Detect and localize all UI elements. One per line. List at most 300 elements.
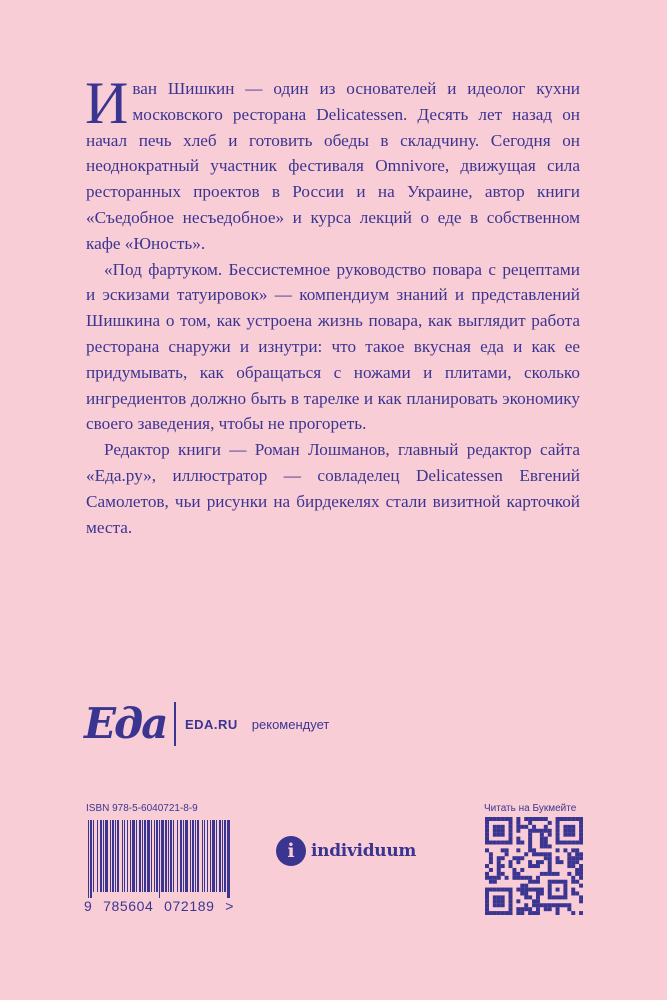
qr-module [501, 833, 505, 837]
qr-module [505, 888, 509, 892]
qr-module [520, 884, 524, 888]
qr-module [559, 860, 563, 864]
qr-module [556, 841, 560, 845]
qr-module [528, 829, 532, 833]
qr-module [571, 911, 575, 915]
qr-module [493, 876, 497, 880]
qr-module [579, 821, 583, 825]
qr-module [493, 895, 497, 899]
barcode-digit-group: > [225, 898, 234, 914]
qr-module [571, 848, 575, 852]
qr-module [493, 817, 497, 821]
qr-module [497, 895, 501, 899]
qr-module [528, 837, 532, 841]
barcode-bar [161, 820, 164, 892]
qr-module [548, 829, 552, 833]
qr-module [548, 864, 552, 868]
qr-module [579, 899, 583, 903]
qr-module [489, 876, 493, 880]
qr-module [571, 841, 575, 845]
qr-module [567, 841, 571, 845]
qr-module [563, 903, 567, 907]
barcode-bar [173, 820, 174, 892]
qr-label: Читать на Букмейте [484, 803, 577, 814]
barcode-bar [136, 820, 137, 892]
qr-module [544, 837, 548, 841]
qr-module [509, 821, 513, 825]
qr-module [536, 888, 540, 892]
barcode-bar [112, 820, 114, 892]
qr-module [540, 888, 544, 892]
barcode-digit-group: 072189 [164, 898, 215, 914]
drop-cap: И [85, 70, 129, 136]
qr-module [575, 891, 579, 895]
barcode-bar [130, 820, 131, 892]
qr-module [532, 864, 536, 868]
qr-module [571, 833, 575, 837]
qr-module [509, 817, 513, 821]
qr-module [485, 876, 489, 880]
qr-module [524, 888, 528, 892]
barcode-digits [84, 898, 234, 914]
qr-module [528, 876, 532, 880]
qr-module [556, 880, 560, 884]
qr-module [497, 825, 501, 829]
qr-module [556, 872, 560, 876]
qr-module [489, 880, 493, 884]
qr-module [548, 821, 552, 825]
qr-module [501, 825, 505, 829]
qr-module [497, 829, 501, 833]
barcode-bar [190, 820, 191, 892]
qr-module [548, 868, 552, 872]
qr-module [532, 829, 536, 833]
qr-module [540, 837, 544, 841]
qr-module [516, 817, 520, 821]
qr-module [485, 841, 489, 845]
qr-module [579, 825, 583, 829]
barcode-bar [127, 820, 128, 892]
qr-module [571, 891, 575, 895]
qr-module [485, 817, 489, 821]
qr-module [532, 825, 536, 829]
qr-module [528, 860, 532, 864]
qr-module [532, 899, 536, 903]
qr-module [509, 911, 513, 915]
barcode-bar [132, 820, 135, 892]
qr-module [567, 872, 571, 876]
qr-module [532, 848, 536, 852]
qr-module [497, 817, 501, 821]
barcode-bar [142, 820, 143, 892]
qr-module [485, 833, 489, 837]
qr-module [485, 899, 489, 903]
qr-module [489, 817, 493, 821]
qr-module [556, 856, 560, 860]
qr-module [556, 903, 560, 907]
qr-module [505, 852, 509, 856]
qr-module [501, 856, 505, 860]
qr-module [485, 837, 489, 841]
qr-module [524, 895, 528, 899]
qr-module [489, 860, 493, 864]
qr-module [536, 817, 540, 821]
qr-module [485, 907, 489, 911]
qr-module [493, 841, 497, 845]
qr-module [571, 856, 575, 860]
qr-module [485, 891, 489, 895]
qr-module [501, 841, 505, 845]
publisher-logo [276, 836, 416, 866]
qr-module [509, 841, 513, 845]
qr-module [575, 856, 579, 860]
qr-module [563, 880, 567, 884]
barcode-bar [97, 820, 98, 892]
book-description [85, 70, 580, 540]
qr-module [548, 844, 552, 848]
qr-module [528, 911, 532, 915]
qr-module [520, 907, 524, 911]
qr-module [501, 817, 505, 821]
qr-module [516, 872, 520, 876]
qr-module [509, 825, 513, 829]
qr-module [544, 907, 548, 911]
qr-module [516, 907, 520, 911]
qr-module [528, 833, 532, 837]
qr-module [548, 907, 552, 911]
qr-module [485, 888, 489, 892]
qr-module [540, 872, 544, 876]
qr-module [509, 829, 513, 833]
qr-module [571, 880, 575, 884]
barcode-bar [210, 820, 211, 892]
qr-module [579, 872, 583, 876]
qr-module [516, 841, 520, 845]
eda-logo-divider [174, 702, 176, 746]
qr-module [497, 876, 501, 880]
qr-module [489, 841, 493, 845]
qr-module [567, 829, 571, 833]
qr-module [536, 829, 540, 833]
qr-module [567, 856, 571, 860]
qr-module [520, 888, 524, 892]
qr-module [559, 895, 563, 899]
qr-module [536, 895, 540, 899]
barcode-bar [147, 820, 150, 892]
qr-module [493, 899, 497, 903]
qr-module [501, 903, 505, 907]
qr-module [563, 884, 567, 888]
qr-module [524, 876, 528, 880]
qr-module [524, 852, 528, 856]
qr-module [485, 911, 489, 915]
barcode-bar [219, 820, 221, 892]
qr-module [563, 891, 567, 895]
qr-module [563, 841, 567, 845]
qr-module [501, 888, 505, 892]
qr-module [579, 856, 583, 860]
qr-module [509, 864, 513, 868]
qr-module [579, 837, 583, 841]
qr-module [501, 911, 505, 915]
barcode-bar [93, 820, 94, 892]
qr-module [501, 829, 505, 833]
paragraph-credits: Редактор книги — Роман Лошманов, главный редактор сайта «Еда.ру», иллюстратор — совладелец Delicatessen Евгений Самолетов, чьи рисунки на бирдекелях стали визитной карточкой места. [86, 440, 580, 537]
qr-module [497, 888, 501, 892]
qr-module [516, 848, 520, 852]
qr-module [579, 911, 583, 915]
eda-recommends: рекомендует [251, 716, 330, 732]
qr-module [579, 852, 583, 856]
qr-module [563, 888, 567, 892]
qr-module [548, 891, 552, 895]
paragraph-author-bio [85, 70, 580, 257]
qr-module [532, 852, 536, 856]
qr-module [540, 833, 544, 837]
qr-module [509, 891, 513, 895]
qr-module [512, 868, 516, 872]
qr-module [548, 880, 552, 884]
qr-module [548, 872, 552, 876]
qr-module [540, 844, 544, 848]
qr-module [556, 821, 560, 825]
barcode-bar [192, 820, 194, 892]
qr-module [575, 860, 579, 864]
qr-module [548, 884, 552, 888]
qr-module [509, 860, 513, 864]
barcode-bar [204, 820, 205, 892]
qr-module [579, 864, 583, 868]
qr-module [489, 852, 493, 856]
barcode-bar [139, 820, 141, 892]
qr-module [497, 833, 501, 837]
eda-site-name: EDA.RU [184, 716, 238, 732]
qr-module [497, 868, 501, 872]
qr-module [540, 852, 544, 856]
qr-module [524, 817, 528, 821]
qr-module [516, 888, 520, 892]
qr-module [485, 825, 489, 829]
qr-module [516, 860, 520, 864]
qr-module [509, 833, 513, 837]
qr-module [493, 888, 497, 892]
qr-module [559, 817, 563, 821]
qr-module [485, 864, 489, 868]
qr-module [536, 891, 540, 895]
qr-module [501, 895, 505, 899]
qr-module [493, 903, 497, 907]
qr-module [528, 844, 532, 848]
qr-module [556, 860, 560, 864]
qr-module [536, 852, 540, 856]
eda-logo [84, 699, 330, 748]
qr-module [567, 852, 571, 856]
qr-module [485, 895, 489, 899]
info-icon: i [276, 836, 306, 866]
qr-module [516, 837, 520, 841]
barcode-bar [100, 820, 102, 892]
barcode-bar [151, 820, 152, 892]
barcode-bar [88, 820, 89, 898]
qr-module [536, 880, 540, 884]
qr-module [563, 895, 567, 899]
qr-module [520, 911, 524, 915]
qr-module [536, 876, 540, 880]
qr-module [544, 844, 548, 848]
qr-module [540, 817, 544, 821]
qr-module [556, 817, 560, 821]
publisher-name: individuum [311, 841, 417, 861]
qr-module [512, 872, 516, 876]
qr-module [516, 876, 520, 880]
qr-module [528, 880, 532, 884]
qr-module [579, 895, 583, 899]
barcode-bar [156, 820, 158, 892]
qr-module [575, 848, 579, 852]
barcode-bar [222, 820, 223, 892]
qr-module [516, 911, 520, 915]
qr-module [571, 876, 575, 880]
barcode-digit-group: 9 [84, 898, 93, 914]
qr-module [536, 907, 540, 911]
qr-code [485, 817, 583, 915]
qr-module [571, 829, 575, 833]
qr-module [485, 829, 489, 833]
qr-module [528, 848, 532, 852]
qr-module [571, 825, 575, 829]
qr-module [548, 833, 552, 837]
qr-module [544, 856, 548, 860]
qr-module [520, 891, 524, 895]
qr-module [548, 856, 552, 860]
qr-module [524, 825, 528, 829]
qr-module [571, 864, 575, 868]
barcode-bar [197, 820, 199, 892]
qr-module [579, 876, 583, 880]
qr-module [493, 829, 497, 833]
qr-module [579, 868, 583, 872]
qr-module [532, 817, 536, 821]
qr-module [501, 899, 505, 903]
qr-module [520, 868, 524, 872]
qr-module [548, 888, 552, 892]
eda-logo-mark: Еда [84, 699, 167, 748]
barcode-digit-group: 785604 [103, 898, 154, 914]
qr-module [575, 841, 579, 845]
qr-module [520, 856, 524, 860]
qr-module [563, 829, 567, 833]
qr-module [532, 880, 536, 884]
qr-module [567, 860, 571, 864]
qr-module [489, 868, 493, 872]
qr-module [556, 911, 560, 915]
qr-module [505, 841, 509, 845]
qr-module [575, 880, 579, 884]
qr-module [512, 876, 516, 880]
qr-module [544, 872, 548, 876]
barcode-bar [103, 820, 104, 892]
qr-module [489, 911, 493, 915]
qr-module [540, 829, 544, 833]
barcode-bar [168, 820, 169, 892]
barcode-bar [207, 820, 208, 892]
qr-module [532, 911, 536, 915]
qr-module [579, 817, 583, 821]
qr-module [563, 817, 567, 821]
barcode-bar [212, 820, 215, 892]
qr-module [575, 852, 579, 856]
qr-module [520, 876, 524, 880]
barcode-bar [195, 820, 196, 892]
qr-module [579, 833, 583, 837]
qr-module [493, 911, 497, 915]
qr-module [567, 825, 571, 829]
barcode-bar [183, 820, 184, 892]
qr-module [579, 884, 583, 888]
qr-module [556, 895, 560, 899]
qr-module [567, 903, 571, 907]
qr-module [552, 895, 556, 899]
qr-module [497, 860, 501, 864]
qr-module [516, 856, 520, 860]
paragraph-author-bio-text: ван Шишкин — один из основателей и идеолог кухни московского ресторана Delicatessen. Десять лет назад он начал печь хлеб и готовить обеды в складчину. Сегодня он неоднократный участник фестиваля Omnivore, движущая сила ресторанных проектов в России и на Украине, автор книги «Съедобное несъедобное» и курса лекций о еде в собственном кафе «Юность». [86, 79, 580, 253]
qr-module [563, 848, 567, 852]
qr-module [571, 817, 575, 821]
qr-module [497, 864, 501, 868]
qr-module [556, 829, 560, 833]
qr-module [544, 829, 548, 833]
barcode-bar [154, 820, 155, 892]
qr-module [520, 825, 524, 829]
qr-module [536, 864, 540, 868]
qr-module [497, 899, 501, 903]
qr-module [493, 880, 497, 884]
qr-module [552, 872, 556, 876]
qr-module [528, 841, 532, 845]
barcode-bar [105, 820, 108, 892]
qr-module [540, 891, 544, 895]
qr-module [512, 856, 516, 860]
qr-module [556, 848, 560, 852]
qr-module [493, 825, 497, 829]
qr-module [544, 852, 548, 856]
qr-module [509, 907, 513, 911]
qr-module [516, 821, 520, 825]
qr-module [552, 880, 556, 884]
qr-module [548, 852, 552, 856]
qr-module [509, 837, 513, 841]
barcode-bar [177, 820, 178, 892]
barcode-bar [159, 820, 160, 898]
qr-module [485, 903, 489, 907]
qr-module [575, 872, 579, 876]
qr-module [524, 903, 528, 907]
qr-module [556, 825, 560, 829]
qr-module [485, 848, 489, 852]
barcode [86, 820, 232, 898]
qr-module [571, 888, 575, 892]
qr-module [556, 907, 560, 911]
barcode-bar [90, 820, 92, 898]
barcode-bar [180, 820, 182, 892]
qr-module [516, 899, 520, 903]
qr-module [501, 848, 505, 852]
qr-module [528, 821, 532, 825]
barcode-bar [227, 820, 230, 898]
barcode-bar [224, 820, 226, 892]
qr-module [579, 829, 583, 833]
qr-module [579, 841, 583, 845]
